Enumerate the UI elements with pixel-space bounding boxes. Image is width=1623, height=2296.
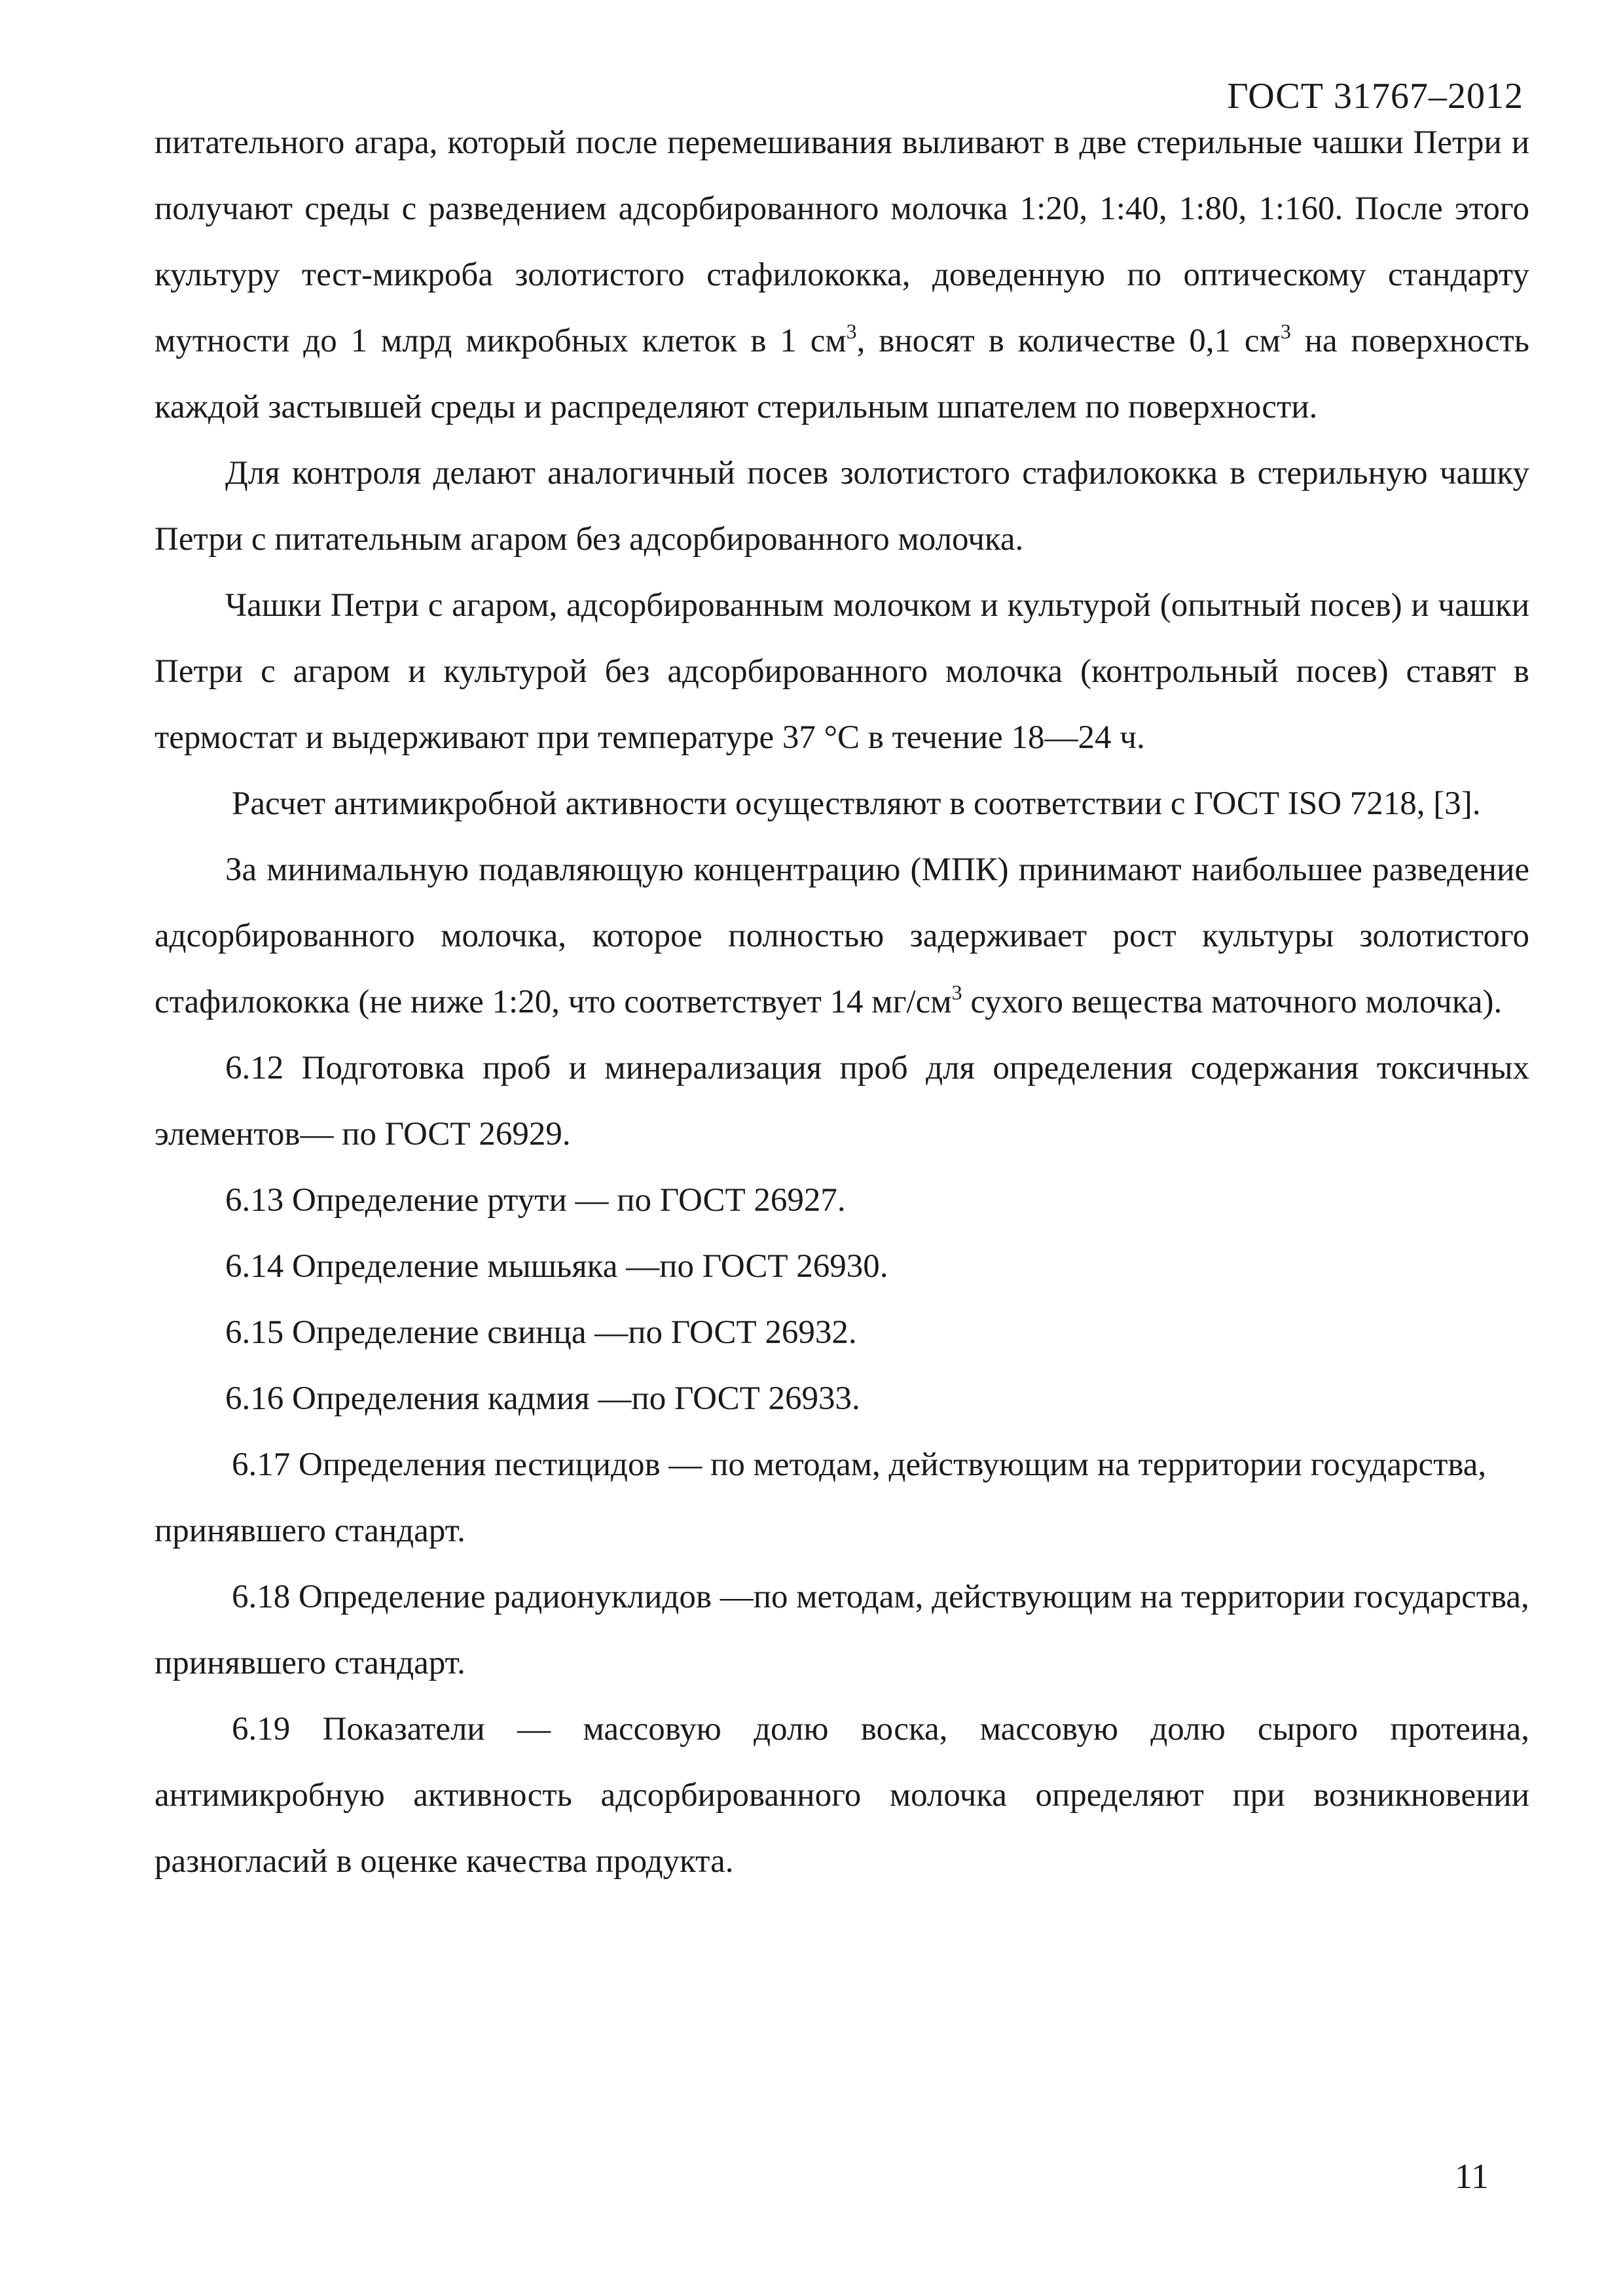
clause-6-18: 6.18 Определение радионуклидов —по методам, действующим на территории государства, принявшего стандарт. xyxy=(155,1579,1529,1681)
clause-6-17: 6.17 Определения пестицидов — по методам, действующим на территории государства, принявшего стандарт. xyxy=(155,1446,1487,1549)
clause-6-12: 6.12 Подготовка проб и минерализация проб для определения содержания токсичных элементов— по ГОСТ 26929. xyxy=(155,1050,1529,1153)
paragraph-text: За минимальную подавляющую концентрацию (МПК) принимают наибольшее разведение адсорбированного молочка, которое полностью задерживает рост культуры золотистого стафилококка (не ниже 1:20, что соответствует 14 мг/см xyxy=(155,852,1529,1020)
paragraph-text: питательного агара, который после перемешивания выливают в две стерильные чашки Петри и получают среды с разведением адсорбированного молочка 1:20, 1:40, 1:80, 1:160. После этого культуру тест-микроба золотистого стафилококка, доведенную по оптическому стандарту мутности до 1 млрд микробных клеток в 1 см xyxy=(155,124,1529,359)
paragraph-control: Для контроля делают аналогичный посев золотистого стафилококка в стерильную чашку Петри с питательным агаром без адсорбированного молочка. xyxy=(155,455,1529,558)
paragraph-continuation xyxy=(155,110,1529,440)
superscript: 3 xyxy=(1280,319,1291,343)
clause-6-15: 6.15 Определение свинца —по ГОСТ 26932. xyxy=(225,1314,857,1351)
clause-6-16: 6.16 Определения кадмия —по ГОСТ 26933. xyxy=(225,1380,860,1417)
paragraph-text: , вносят в количестве 0,1 см xyxy=(856,323,1281,359)
clause-6-13: 6.13 Определение ртути — по ГОСТ 26927. xyxy=(225,1182,846,1219)
paragraph-incubation: Чашки Петри с агаром, адсорбированным молочком и культурой (опытный посев) и чашки Петри с агаром и культурой без адсорбированного молочка (контрольный посев) ставят в термостат и выдерживают при температуре 37 °С в течение 18—24 ч. xyxy=(155,587,1529,756)
paragraph-text: на поверхность каждой застывшей среды и распределяют стерильным шпателем по поверхности. xyxy=(155,323,1530,425)
document-number-header: ГОСТ 31767–2012 xyxy=(1227,76,1523,117)
page-number: 11 xyxy=(1455,2157,1489,2196)
clause-6-19: 6.19 Показатели — массовую долю воска, массовую долю сырого протеина, антимикробную активность адсорбированного молочка определяют при возникновении разногласий в оценке качества продукта. xyxy=(155,1711,1529,1880)
paragraph-mic xyxy=(155,837,1529,1035)
document-body xyxy=(155,110,1529,1895)
superscript: 3 xyxy=(846,319,857,343)
superscript: 3 xyxy=(951,980,962,1004)
paragraph-calculation: Расчет антимикробной активности осуществляют в соответствии с ГОСТ ISO 7218, [3]. xyxy=(232,785,1481,822)
paragraph-text: сухого вещества маточного молочка). xyxy=(962,984,1503,1020)
clause-6-14: 6.14 Определение мышьяка —по ГОСТ 26930. xyxy=(225,1248,888,1285)
